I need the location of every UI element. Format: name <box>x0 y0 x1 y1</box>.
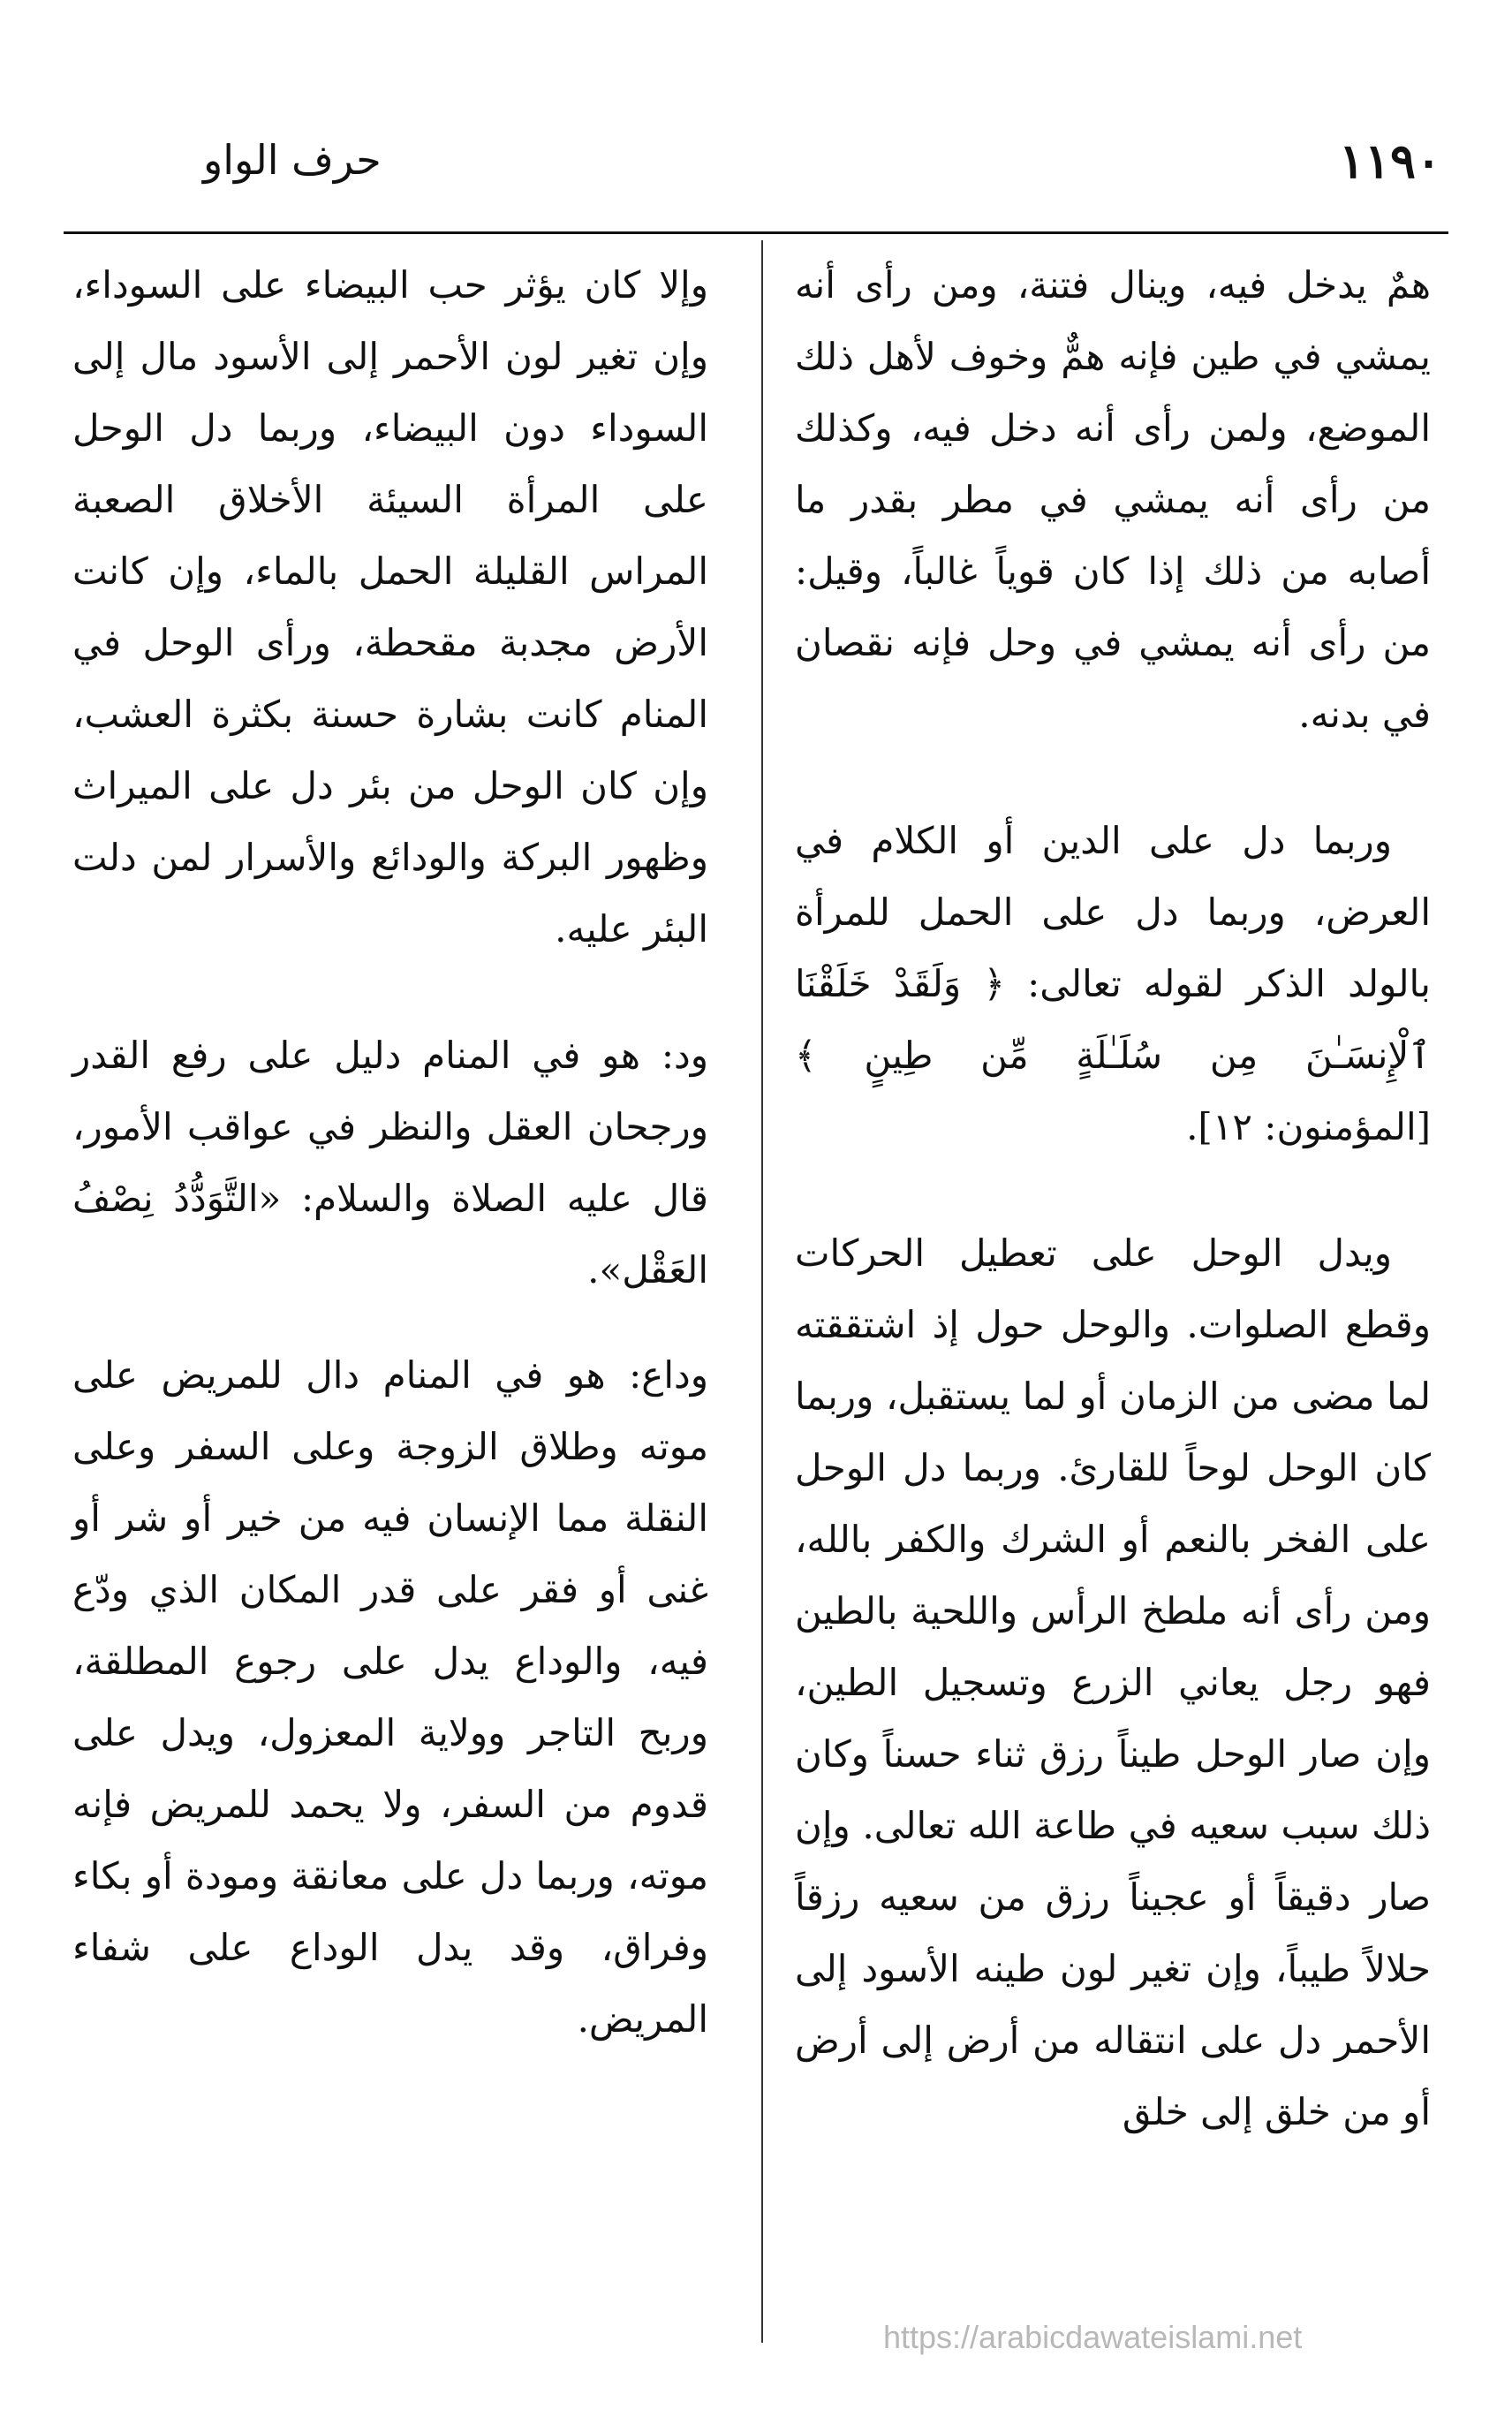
entry-wud: ود: هو في المنام دليل على رفع القدر ورجحان العقل والنظر في عواقب الأمور، قال عليه الصلاة والسلام: «التَّوَدُّدُ نِصْفُ العَقْل». <box>72 1034 708 1292</box>
paragraph: وإلا كان يؤثر حب البيضاء على السوداء، وإن تغير لون الأحمر إلى الأسود مال إلى السوداء دون البيضاء، وربما دل الوحل على المرأة السيئة الأخلاق الصعبة المراس القليلة الحمل بالماء، وإن كانت الأرض مجدبة مقحطة، ورأى الوحل في المنام كانت بشارة حسنة بكثرة العشب، وإن كان الوحل من بئر دل على الميراث وظهور البركة والودائع والأسرار لمن دلت البئر عليه. <box>72 263 708 951</box>
right-column <box>795 249 1431 2148</box>
entry-wadaa: وداع: هو في المنام دال للمريض على موته وطلاق الزوجة وعلى السفر وعلى النقلة مما الإنسان فيه من خير أو شر أو غنى أو فقر على قدر المكان الذي ودّع فيه، والوداع يدل على رجوع المطلقة، وربح التاجر وولاية المعزول، ويدل على قدوم من السفر، ولا يحمد للمريض فإنه موته، وربما دل على معانقة ومودة أو بكاء وفراق، وقد يدل الوداع على شفاء المريض. <box>72 1353 708 2041</box>
column-divider <box>761 240 763 2343</box>
watermark: https://arabicdawateislami.net <box>883 2319 1303 2355</box>
paragraph: ويدل الوحل على تعطيل الحركات وقطع الصلوات. والوحل حول إذ اشتققته لما مضى من الزمان أو لما يستقبل، وربما كان الوحل لوحاً للقارئ. وربما دل الوحل على الفخر بالنعم أو الشرك والكفر بالله، ومن رأى أنه ملطخ الرأس واللحية بالطين فهو رجل يعاني الزرع وتسجيل الطين، وإن صار الوحل طيناً رزق ثناء حسناً وكان ذلك سبب سعيه في طاعة الله تعالى. وإن صار دقيقاً أو عجيناً رزق من سعيه رزقاً حلالاً طيباً، وإن تغير لون طينه الأسود إلى الأحمر دل على انتقاله من أرض إلى أرض أو من خلق إلى خلق <box>795 1231 1431 2133</box>
page-number: ١١٩٠ <box>1338 133 1441 189</box>
paragraph: همٌ يدخل فيه، وينال فتنة، ومن رأى أنه يمشي في طين فإنه همٌّ وخوف لأهل ذلك الموضع، ولمن رأى أنه دخل فيه، وكذلك من رأى أنه يمشي في مطر بقدر ما أصابه من ذلك إذا كان قوياً غالباً، وقيل: من رأى أنه يمشي في وحل فإنه نقصان في بدنه. <box>795 263 1431 736</box>
left-column <box>72 249 708 2055</box>
running-head: حرف الواو <box>203 136 382 184</box>
page-header <box>71 133 1441 212</box>
header-rule <box>64 231 1448 234</box>
paragraph: وربما دل على الدين أو الكلام في العرض، وربما دل على الحمل للمرأة بالولد الذكر لقوله تعالى: ﴿ وَلَقَدْ خَلَقْنَا ٱلْإِنسَـٰنَ مِن سُلَـٰلَةٍ مِّن طِينٍ ﴾ [المؤمنون: ١٢]. <box>795 819 1431 1148</box>
